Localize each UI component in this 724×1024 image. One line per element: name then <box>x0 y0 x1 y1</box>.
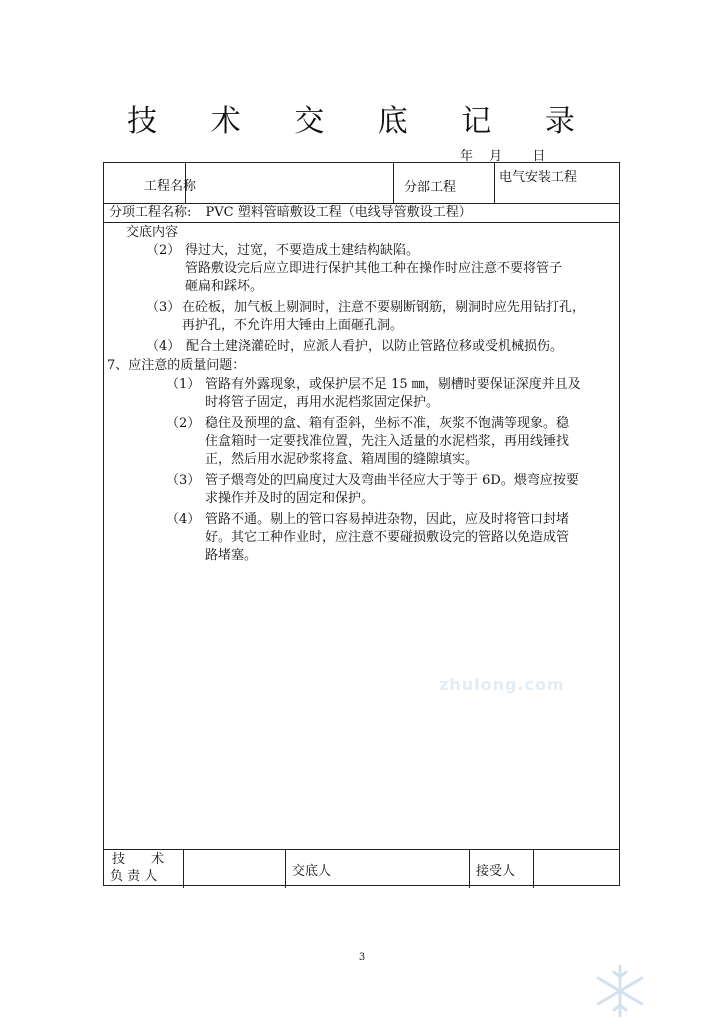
item-line: 在砼板，加气板上剔洞时，注意不要剔断钢筋，剔洞时应先用钻打孔， <box>182 300 586 315</box>
item-number: （2） <box>146 243 181 258</box>
snowflake-logo-icon <box>585 960 655 1020</box>
quality-item-line: 路堵塞。 <box>205 548 258 563</box>
date-day: 日 <box>532 149 547 164</box>
item-line: 砸扁和踩坏。 <box>185 279 264 294</box>
receiver-label-cell <box>470 850 534 888</box>
item-line: 得过大，过宽，不要造成土建结构缺陷。 <box>185 243 420 258</box>
item-line: 再护孔，不允许用大锤由上面砸孔洞。 <box>182 318 404 333</box>
division-label-cell <box>394 163 495 203</box>
quality-item-number: （2） <box>166 416 201 431</box>
quality-item-line: 好。其它工种作业时，应注意不要碰损敷设完的管路以免造成管 <box>205 530 570 545</box>
item-line: 管路敷设完后应立即进行保护其他工种在操作时应注意不要将管子 <box>185 261 563 276</box>
quality-heading: 7、应注意的质量问题： <box>107 358 246 373</box>
handover-label-cell <box>286 850 470 888</box>
signature-row <box>104 849 619 888</box>
division-value-cell <box>495 163 619 203</box>
receiver-label: 接受人 <box>476 864 516 879</box>
item-line: 配合土建浇灌砼时，应派人看护，以防止管路位移或受机械损伤。 <box>186 339 564 354</box>
project-name-value-cell <box>144 163 394 203</box>
quality-item-line: 正，然后用水泥砂浆将盒、箱周围的缝隙填实。 <box>205 452 479 467</box>
quality-item-number: （1） <box>166 377 201 392</box>
tech-lead-label-line2: 负 责 人 <box>110 869 158 884</box>
document-title: 技 术 交 底 记 录 <box>127 104 597 139</box>
quality-item-number: （4） <box>166 512 201 527</box>
quality-item-line: 管路有外露现象，或保护层不足 15 ㎜，剔槽时要保证深度并且及 <box>205 377 581 392</box>
item-number: （4） <box>146 339 181 354</box>
tech-lead-label-line1: 技 术 <box>112 852 165 867</box>
record-table <box>103 162 620 886</box>
subitem-row <box>104 203 619 223</box>
watermark: zhulong.com <box>439 675 565 694</box>
division-label: 分部工程 <box>404 180 457 195</box>
division-value: 电气安装工程 <box>499 170 578 185</box>
date-year: 年 <box>460 149 475 164</box>
subitem-label: 分项工程名称: <box>109 205 192 220</box>
quality-item-line: 时将管子固定，再用水泥档浆固定保护。 <box>205 395 440 410</box>
quality-item-line: 稳住及预埋的盒、箱有歪斜，坐标不准，灰浆不饱满等现象。稳 <box>205 416 570 431</box>
page-number: 3 <box>358 952 366 963</box>
handover-label: 交底人 <box>292 864 332 879</box>
quality-item-number: （3） <box>166 473 201 488</box>
quality-item-line: 管子煨弯处的凹扁度过大及弯曲半径应大于等于 6D。煨弯应按要 <box>205 473 579 488</box>
tech-lead-label-cell <box>104 850 184 888</box>
quality-item-line: 管路不通。剔上的管口容易掉进杂物，因此，应及时将管口封堵 <box>205 512 570 527</box>
date-month: 月 <box>489 149 504 164</box>
section-label: 交底内容 <box>126 225 179 240</box>
project-name-label: 工程名称 <box>144 179 197 194</box>
receiver-signature-cell <box>534 850 621 888</box>
subitem-value: PVC 塑料管暗敷设工程（电线导管敷设工程） <box>205 205 472 220</box>
header-row <box>104 163 619 204</box>
quality-item-line: 求操作并及时的固定和保护。 <box>205 491 375 506</box>
quality-item-line: 住盒箱时一定要找准位置，先注入适量的水泥档浆，再用线锤找 <box>205 434 570 449</box>
tech-lead-signature-cell <box>184 850 286 888</box>
item-number: （3） <box>146 300 181 315</box>
